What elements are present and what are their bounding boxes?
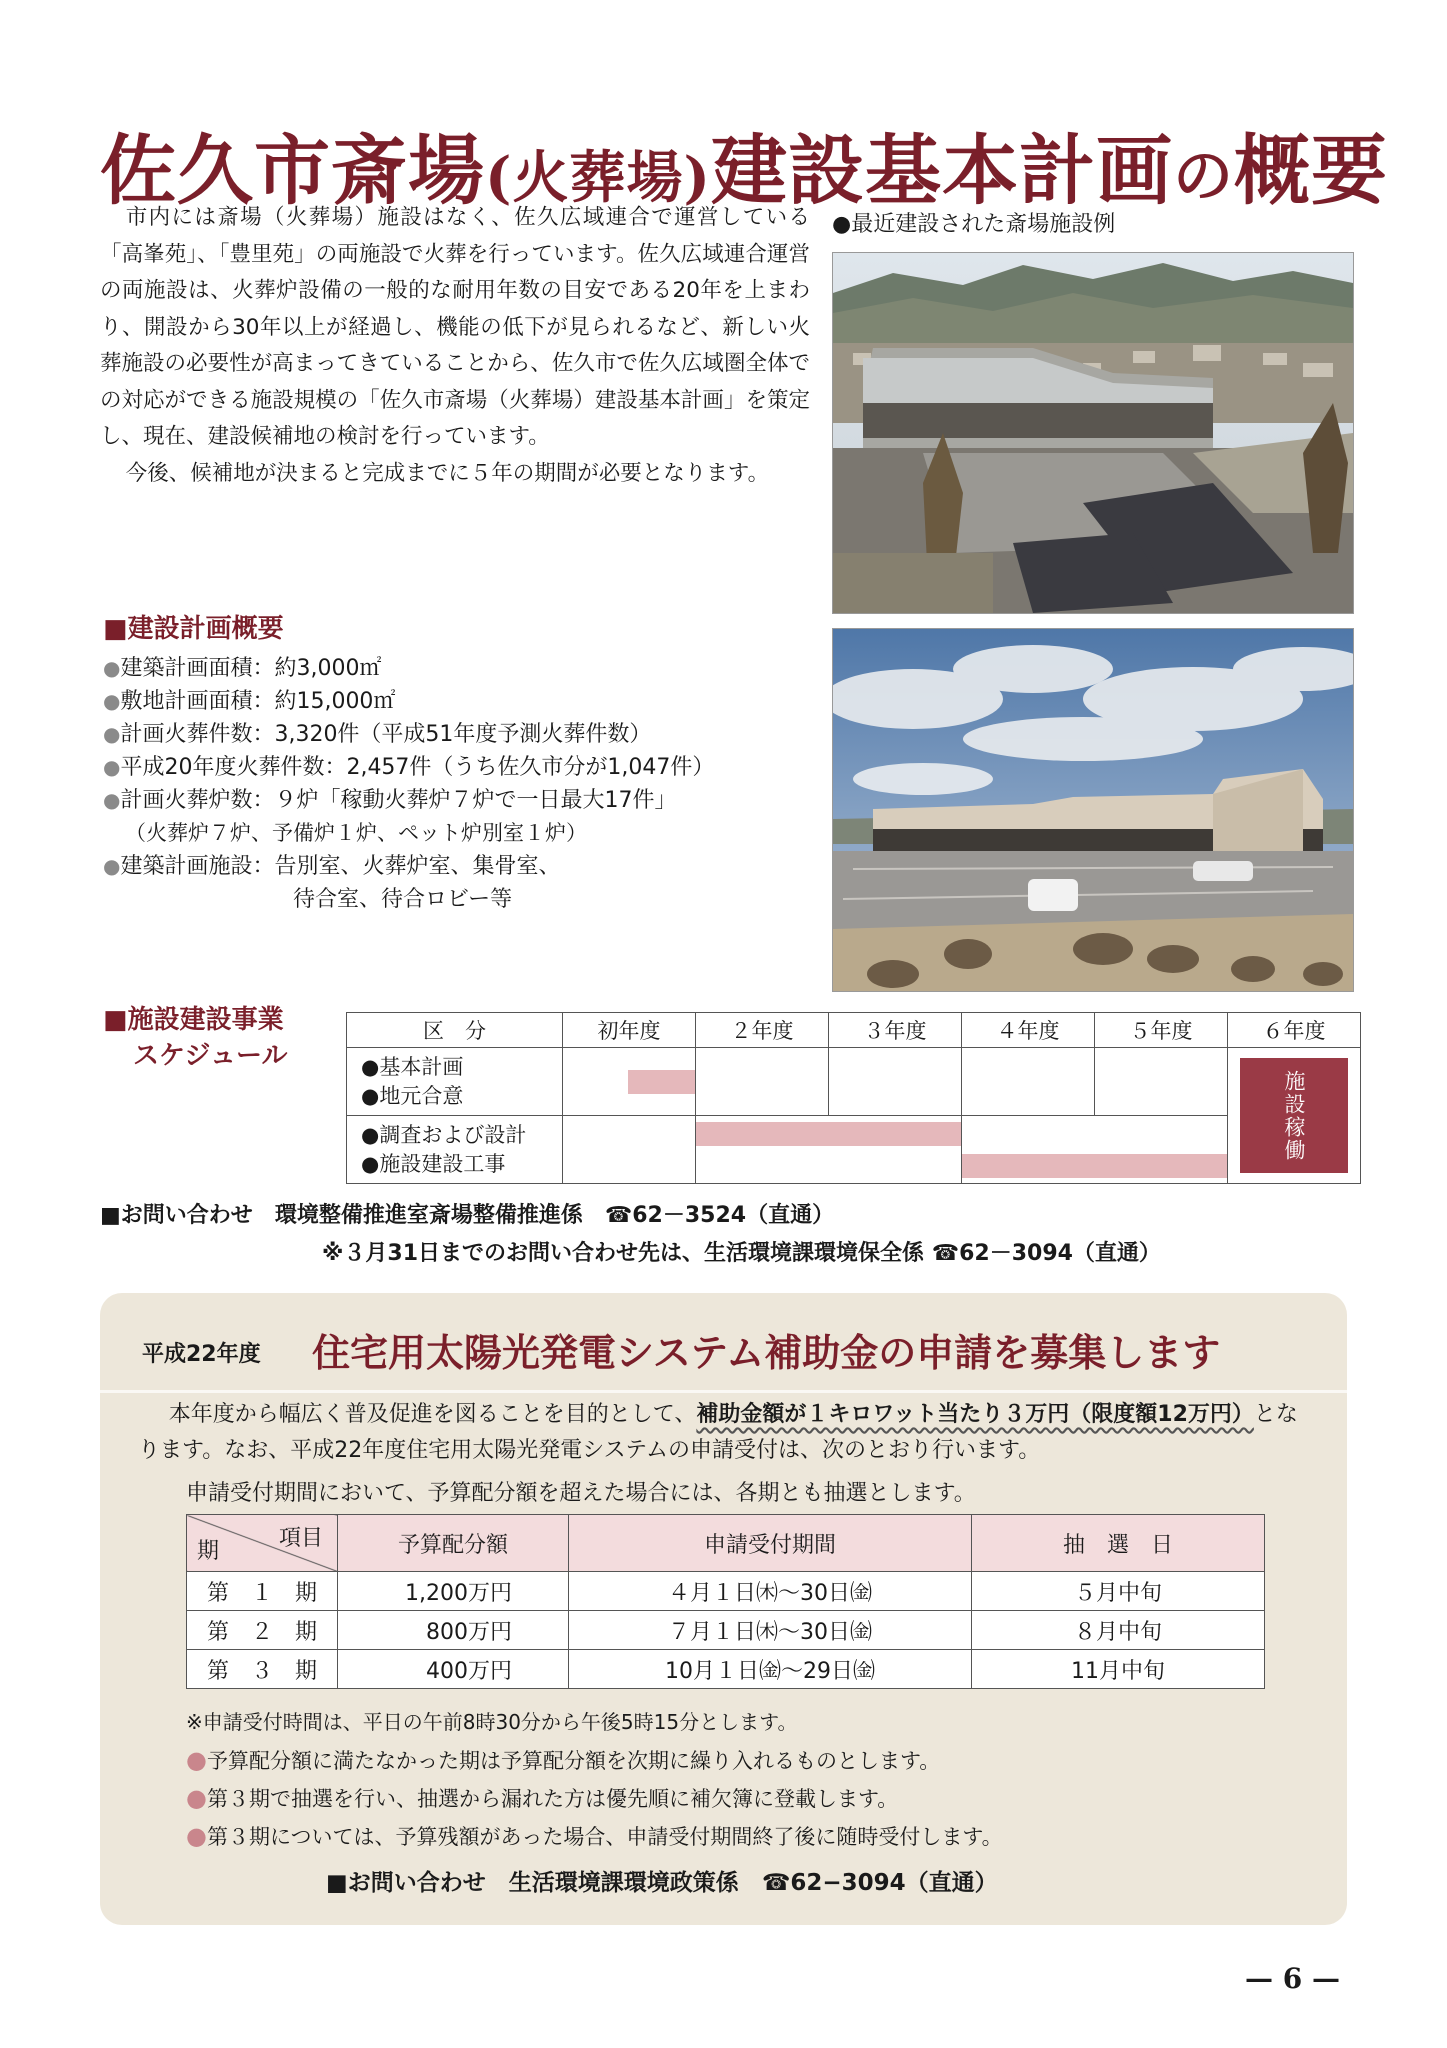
year-5: ５年度 [1095, 1013, 1228, 1048]
phone-number: ☎62－3524（直通） [604, 1203, 835, 1228]
table-header: 抽 選 日 [972, 1515, 1265, 1572]
crematorium-photo-parking [832, 628, 1354, 992]
year-1: 初年度 [563, 1013, 696, 1048]
contact-crematorium: ■お問い合わせ 環境整備推進室斎場整備推進係 ☎62－3524（直通） [100, 1203, 835, 1228]
solar-text: 本年度から幅広く普及促進を図ることを目的として、補助金額が１キロワット当たり３万円（限度額12万円）となります。なお、平成22年度住宅用太陽光発電システムの申請受付は、次のとおり行います。 [138, 1402, 1298, 1463]
year-3: ３年度 [829, 1013, 962, 1048]
solar-bullets [186, 1742, 1003, 1856]
crematorium-photo-aerial [832, 252, 1354, 614]
schedule-table [346, 1012, 1361, 1184]
table-header: 申請受付期間 [569, 1515, 972, 1572]
schedule-bar [962, 1154, 1227, 1178]
page-title: 佐久市斎場(火葬場)建設基本計画の概要 [100, 126, 1388, 215]
phone-number: ☎62－3094（直通） [931, 1241, 1161, 1266]
list-item-continued: 待合室、待合ロビー等 [293, 887, 513, 912]
list-item: ●予算配分額に満たなかった期は予算配分額を次期に繰り入れるものとします。 [186, 1746, 941, 1774]
photo-caption: ●最近建設された斎場施設例 [832, 212, 1116, 237]
plan-heading: ■建設計画概要 [103, 614, 284, 644]
list-item: ●計画火葬件数：3,320件（平成51年度予測火葬件数） [103, 722, 652, 747]
time-note: ※申請受付時間は、平日の午前8時30分から午後5時15分とします。 [186, 1710, 798, 1734]
list-item: ●敷地計画面積：約15,000㎡ [103, 689, 396, 714]
list-item: ●建築計画面積：約3,000㎡ [103, 656, 382, 681]
table-row: 第 ３ 期 400万円 10月１日㈮～29日㈮ 11月中旬 [187, 1650, 1265, 1689]
plan-list [103, 652, 714, 916]
year-4: ４年度 [962, 1013, 1095, 1048]
subsidy-table [186, 1514, 1265, 1689]
table-header: 予算配分額 [338, 1515, 569, 1572]
solar-title: 住宅用太陽光発電システム補助金の申請を募集します [312, 1331, 1221, 1375]
divider [100, 1390, 1347, 1393]
list-item: ●第３期については、予算残額があった場合、申請受付期間終了後に随時受付します。 [186, 1822, 1003, 1850]
year-2: ２年度 [696, 1013, 829, 1048]
schedule-bar [628, 1070, 695, 1094]
list-item: ●平成20年度火葬件数：2,457件（うち佐久市分が1,047件） [103, 755, 715, 780]
schedule-heading: ■施設建設事業 スケジュール [103, 1005, 288, 1071]
page-number: — 6 — [1245, 1962, 1340, 1995]
year-6: ６年度 [1228, 1013, 1361, 1048]
intro-text [100, 200, 810, 492]
table-row: 第 ２ 期 800万円 ７月１日㈭～30日㈮ ８月中旬 [187, 1611, 1265, 1650]
contact-note: ※３月31日までのお問い合わせ先は、生活環境課環境保全係 ☎62－3094（直通） [322, 1241, 1161, 1266]
intro-paragraph-1: 市内には斎場（火葬場）施設はなく、佐久広域連合で運営している「高峯苑」、「豊里苑」の両施設で火葬を行っています。佐久広域連合運営の両施設は、火葬炉設備の一般的な耐用年数の目安である20年を上まわり、開設から30年以上が経過し、機能の低下が見られるなど、新しい火葬施設の必要性が高まってきていることから、佐久市で佐久広域圏全体での対応ができる施設規模の「佐久市斎場（火葬場）建設基本計画」を策定し、現在、建設候補地の検討を行っています。 [100, 205, 810, 449]
table-row: 第 １ 期 1,200万円 ４月１日㈭～30日㈮ ５月中旬 [187, 1572, 1265, 1611]
intro-paragraph-2: 今後、候補地が決まると完成までに５年の期間が必要となります。 [125, 460, 770, 486]
list-item-note: （火葬炉７炉、予備炉１炉、ペット炉別室１炉） [125, 821, 587, 845]
solar-era: 平成22年度 [142, 1342, 261, 1367]
list-item: ●建築計画施設：告別室、火葬炉室、集骨室、 [103, 854, 561, 879]
schedule-row-label: ●基本計画 ●地元合意 [347, 1048, 563, 1116]
solar-note: 申請受付期間において、予算配分額を超えた場合には、各期とも抽選とします。 [186, 1481, 976, 1506]
contact-solar: ■お問い合わせ 生活環境課環境政策係 ☎62−3094（直通） [326, 1870, 998, 1896]
schedule-row-label: ●調査および設計 ●施設建設工事 [347, 1116, 563, 1184]
schedule-final-badge: 施設稼働 [1240, 1058, 1348, 1173]
table-header-corner: 項目 期 [187, 1515, 338, 1572]
list-item: ●第３期で抽選を行い、抽選から漏れた方は優先順に補欠簿に登載します。 [186, 1784, 899, 1812]
schedule-col-label: 区 分 [347, 1013, 563, 1048]
list-item: ●計画火葬炉数：９炉「稼動火葬炉７炉で一日最大17件」 [103, 788, 677, 813]
